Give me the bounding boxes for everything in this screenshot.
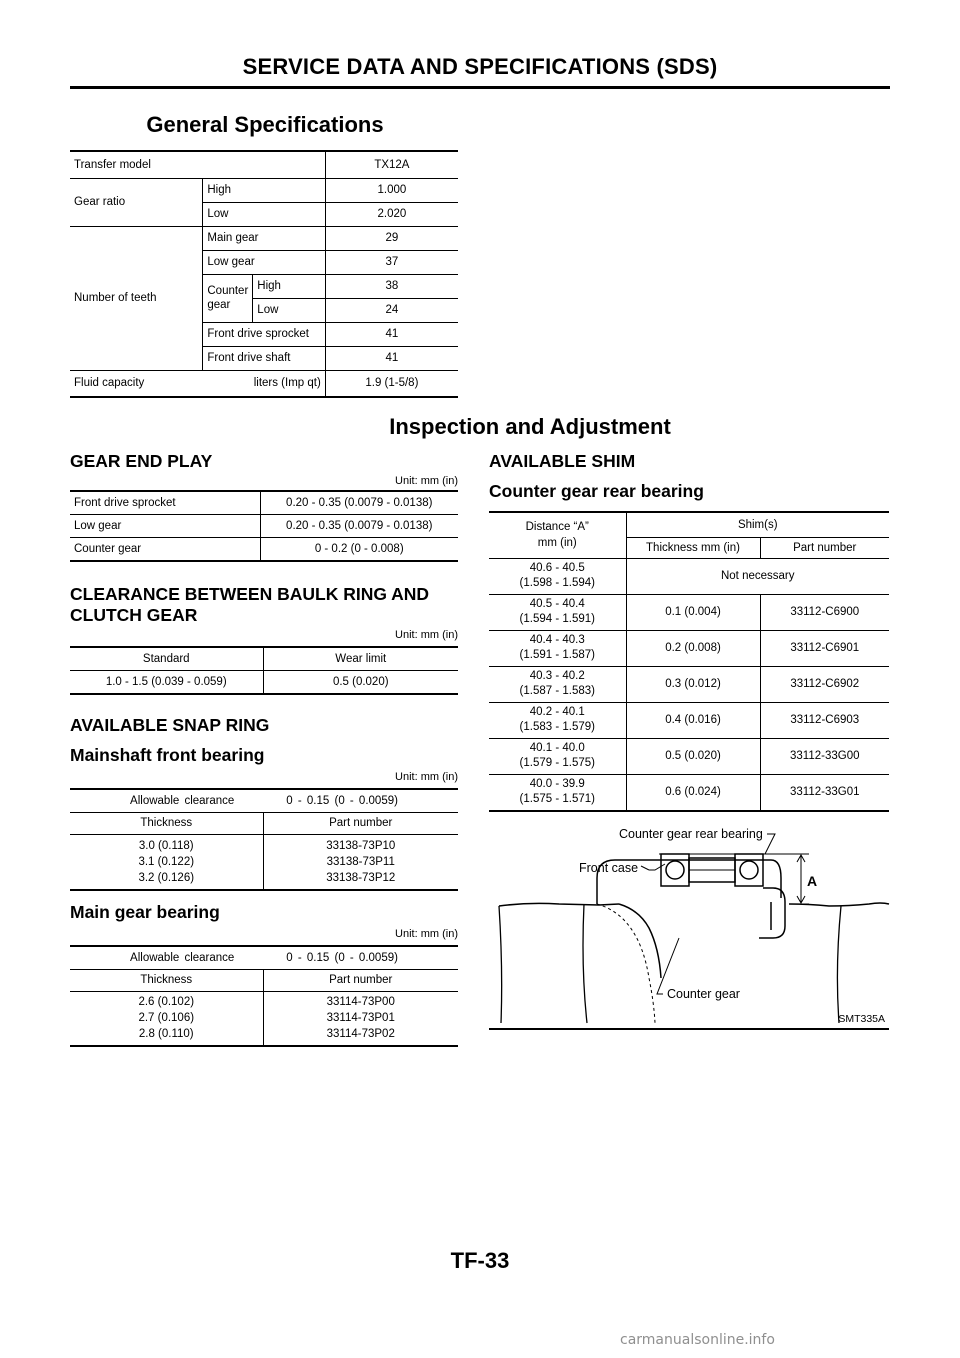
mainshaft-unit: Unit: mm (in) [395, 771, 458, 783]
shim-row: 40.2 - 40.1 (1.583 - 1.579) 0.4 (0.016) 33112-C6903 [489, 702, 889, 738]
row-transfer-model: Transfer model TX12A [70, 151, 458, 178]
counter-gear-bearing-diagram [489, 818, 891, 1030]
row-fluid-capacity: Fluid capacity liters (Imp qt) 1.9 (1-5/8) [70, 370, 458, 397]
main-gear-bearing-title: Main gear bearing [70, 902, 220, 922]
general-specs-table [70, 150, 458, 398]
mainshaft-header-row: Thickness Part number [70, 812, 458, 834]
distance-a-header: Distance “A” mm (in) [489, 512, 626, 558]
row-gear-ratio-low: Low 2.020 [70, 202, 458, 226]
mainshaft-clearance-row: Allowable clearance 0 - 0.15 (0 - 0.0059) [70, 789, 458, 812]
page-number: TF-33 [450, 1248, 510, 1273]
shim-row: 40.0 - 39.9 (1.575 - 1.571) 0.6 (0.024) 33112-33G01 [489, 774, 889, 811]
label-counter-gear: Counter gear [667, 987, 740, 1001]
clearance-table [70, 646, 458, 695]
gear-end-play-table [70, 490, 458, 562]
label-counter-gear-rear-bearing: Counter gear rear bearing [619, 827, 763, 841]
row-counter-low: Low 24 [70, 298, 458, 322]
main-gear-unit: Unit: mm (in) [395, 928, 458, 940]
row-front-sprocket: Front drive sprocket 41 [70, 322, 458, 346]
row-gear-ratio-high: Gear ratio High 1.000 [70, 178, 458, 202]
mainshaft-values-row: 3.0 (0.118) 3.1 (0.122) 3.2 (0.126) 33138-73P10 33138-73P11 33138-73P12 [70, 834, 458, 890]
row-front-shaft: Front drive shaft 41 [70, 346, 458, 370]
watermark: carmanualsonline.info [620, 1332, 775, 1348]
main-gear-header-row: Thickness Part number [70, 969, 458, 991]
mainshaft-snap-ring-table [70, 788, 458, 891]
main-gear-snap-ring-table [70, 945, 458, 1047]
page-header: SERVICE DATA AND SPECIFICATIONS (SDS) [242, 54, 718, 79]
shim-row: 40.5 - 40.4 (1.594 - 1.591) 0.1 (0.004) 33112-C6900 [489, 594, 889, 630]
row-counter-high: Counter gear High 38 [70, 274, 458, 298]
header-rule [70, 86, 890, 89]
clearance-unit: Unit: mm (in) [395, 629, 458, 641]
figure-rule [489, 1028, 889, 1030]
label-dimension-a: A [807, 873, 818, 889]
row-main-gear: Number of teeth Main gear 29 [70, 226, 458, 250]
clearance-header-row: Standard Wear limit [70, 647, 458, 670]
available-shim-title: AVAILABLE SHIM [489, 451, 636, 471]
shim-header-row-2: Thickness mm (in) Part number [489, 537, 889, 558]
inspection-title: Inspection and Adjustment [389, 414, 671, 439]
gear-end-play-unit: Unit: mm (in) [395, 475, 458, 487]
counter-gear-label: Counter gear [203, 274, 253, 322]
main-gear-clearance-row: Allowable clearance 0 - 0.15 (0 - 0.0059) [70, 946, 458, 969]
shim-row: 40.1 - 40.0 (1.579 - 1.575) 0.5 (0.020) 33112-33G00 [489, 738, 889, 774]
shim-row: 40.6 - 40.5 (1.598 - 1.594) Not necessary [489, 558, 889, 594]
clearance-title: CLEARANCE BETWEEN BAULK RING AND CLUTCH GEAR [70, 584, 430, 625]
general-specs-title: General Specifications [146, 112, 384, 137]
figure-code: SMT335A [838, 1013, 885, 1025]
row-low-gear-play: Low gear 0.20 - 0.35 (0.0079 - 0.0138) [70, 514, 458, 537]
shim-header-row-1: Distance “A” mm (in) Shim(s) [489, 512, 889, 537]
gear-end-play-title: GEAR END PLAY [70, 451, 213, 471]
row-low-gear: Low gear 37 [70, 250, 458, 274]
snap-ring-title: AVAILABLE SNAP RING [70, 715, 270, 735]
main-gear-values-row: 2.6 (0.102) 2.7 (0.106) 2.8 (0.110) 33114-73P00 33114-73P01 33114-73P02 [70, 991, 458, 1046]
label-front-case: Front case [579, 861, 639, 875]
mainshaft-bearing-title: Mainshaft front bearing [70, 745, 265, 765]
shim-row: 40.4 - 40.3 (1.591 - 1.587) 0.2 (0.008) 33112-C6901 [489, 630, 889, 666]
shim-row: 40.3 - 40.2 (1.587 - 1.583) 0.3 (0.012) 33112-C6902 [489, 666, 889, 702]
row-front-drive-sprocket: Front drive sprocket 0.20 - 0.35 (0.0079 - 0.0138) [70, 491, 458, 514]
shim-table [489, 511, 889, 812]
counter-gear-rear-bearing-title: Counter gear rear bearing [489, 481, 704, 501]
row-counter-gear-play: Counter gear 0 - 0.2 (0 - 0.008) [70, 537, 458, 561]
clearance-value-row: 1.0 - 1.5 (0.039 - 0.059) 0.5 (0.020) [70, 670, 458, 694]
